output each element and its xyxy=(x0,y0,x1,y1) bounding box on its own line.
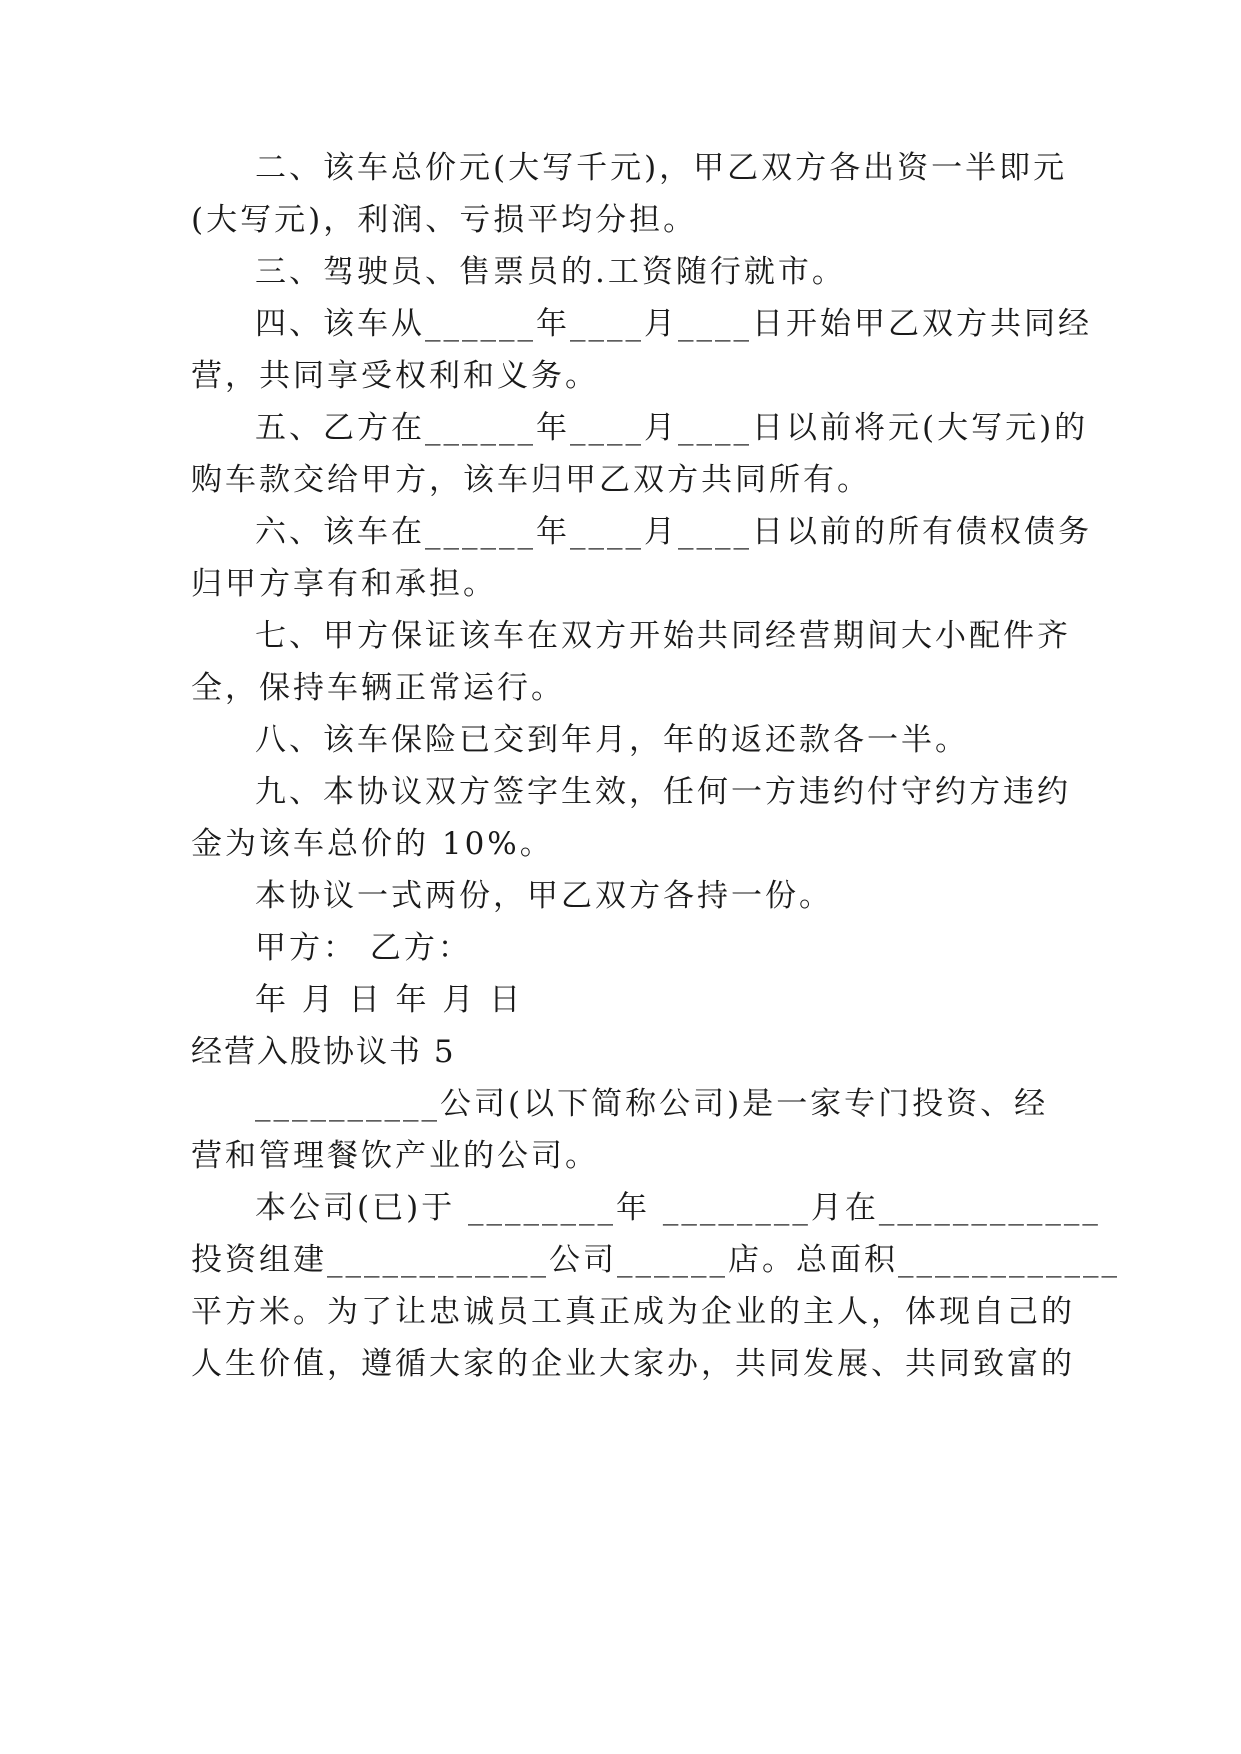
paragraph-line: 全，保持车辆正常运行。 xyxy=(191,670,565,706)
section-heading: 经营入股协议书 5 xyxy=(191,1034,456,1070)
paragraph-line: 营，共同享受权利和义务。 xyxy=(191,358,599,394)
paragraph-line: 本公司(已)于 ________年 ________月在____________ xyxy=(255,1190,1101,1226)
paragraph-line: 平方米。为了让忠诚员工真正成为企业的主人，体现自己的 xyxy=(191,1294,1075,1330)
paragraph-line: 六、该车在______年____月____日以前的所有债权债务 xyxy=(255,514,1092,550)
paragraph-line: 营和管理餐饮产业的公司。 xyxy=(191,1138,599,1174)
paragraph-line: 购车款交给甲方，该车归甲乙双方共同所有。 xyxy=(191,462,871,498)
paragraph-line: 三、驾驶员、售票员的.工资随行就市。 xyxy=(255,254,846,290)
paragraph-line: 人生价值，遵循大家的企业大家办，共同发展、共同致富的 xyxy=(191,1346,1075,1382)
paragraph-line: 七、甲方保证该车在双方开始共同经营期间大小配件齐 xyxy=(255,618,1071,654)
paragraph-line: __________公司(以下简称公司)是一家专门投资、经 xyxy=(255,1086,1049,1122)
paragraph-line: 五、乙方在______年____月____日以前将元(大写元)的 xyxy=(255,410,1089,446)
paragraph-line: 本协议一式两份，甲乙双方各持一份。 xyxy=(255,878,833,914)
paragraph-line: 九、本协议双方签字生效，任何一方违约付守约方违约 xyxy=(255,774,1071,810)
paragraph-line: 二、该车总价元(大写千元)，甲乙双方各出资一半即元 xyxy=(255,150,1068,186)
paragraph-line: 金为该车总价的 10%。 xyxy=(191,826,554,862)
date-line: 年 月 日 年 月 日 xyxy=(255,982,524,1018)
signature-line: 甲方： 乙方： xyxy=(255,930,472,966)
paragraph-line: (大写元)，利润、亏损平均分担。 xyxy=(191,202,698,238)
paragraph-line: 归甲方享有和承担。 xyxy=(191,566,497,602)
paragraph-line: 投资组建____________公司______店。总面积____________ xyxy=(191,1242,1120,1278)
paragraph-line: 八、该车保险已交到年月，年的返还款各一半。 xyxy=(255,722,969,758)
paragraph-line: 四、该车从______年____月____日开始甲乙双方共同经 xyxy=(255,306,1092,342)
